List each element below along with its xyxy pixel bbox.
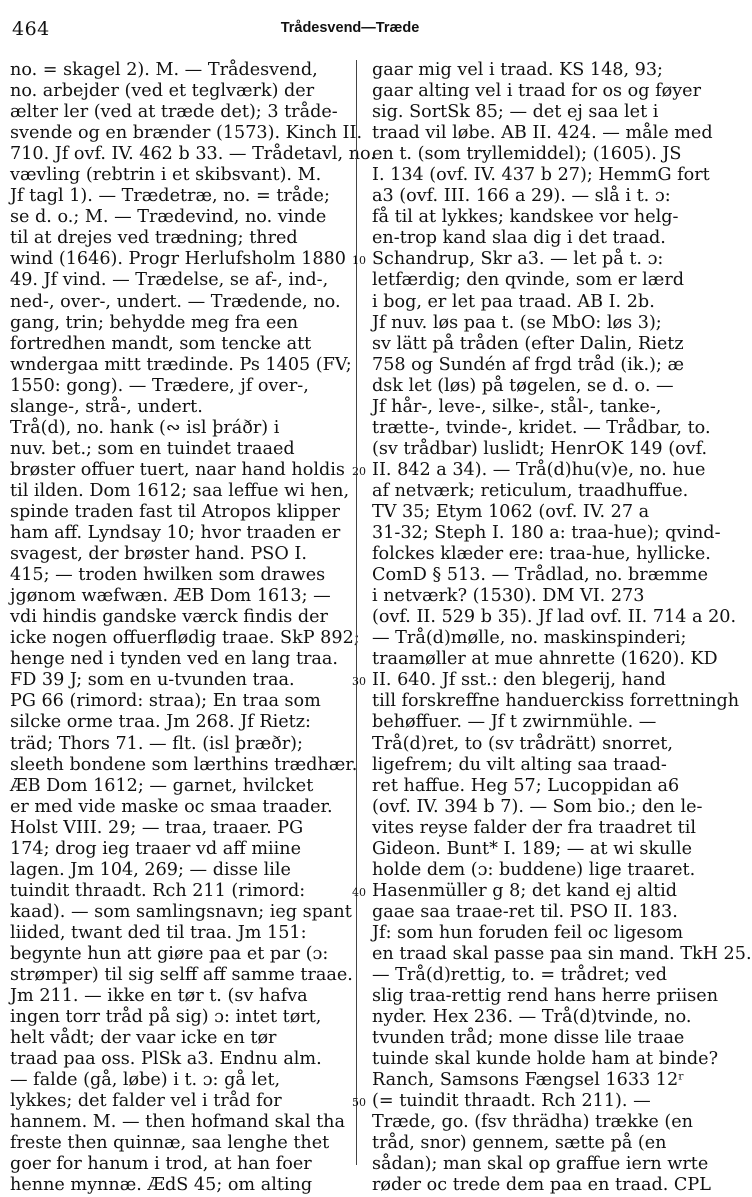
text-line: silcke orme traa. Jm 268. Jf Rietz: (10, 712, 311, 733)
text-line: (= tuindit thraadt. Rch 211). — (372, 1091, 651, 1112)
text-line: Jf tagl 1). — Trædetræ, no. = tråde; (10, 186, 330, 207)
text-line: Ranch, Samsons Fængsel 1633 12ʳ (372, 1070, 685, 1091)
text-line: er med vide maske oc smaa traader. (10, 796, 333, 817)
text-line: träd; Thors 71. — flt. (isl þræðr); (10, 733, 303, 754)
text-line: røder oc trede dem paa en traad. CPL (372, 1175, 711, 1196)
text-line: nuv. bet.; som en tuindet traaed (10, 438, 295, 459)
text-line: tuindit thraadt. Rch 211 (rimord: (10, 880, 306, 901)
text-line: Schandrup, Skr a3. — let på t. ɔ: (372, 249, 664, 270)
text-line: no. arbejder (ved et teglværk) der (10, 81, 315, 102)
text-line: Træde, go. (fsv thrädha) trække (en (372, 1112, 693, 1133)
text-line: ned-, over-, undert. — Trædende, no. (10, 291, 341, 312)
text-line: lykkes; det falder vel i tråd for (10, 1091, 282, 1112)
text-line: ham aff. Lyndsay 10; hvor traaden er (10, 523, 341, 544)
text-line: TV 35; Etym 1062 (ovf. IV. 27 a (372, 501, 650, 522)
text-line: tvunden tråd; mone disse lile traae (372, 1028, 685, 1049)
text-line: (sv trådbar) luslidt; HenrOK 149 (ovf. (372, 438, 708, 459)
right-column (372, 60, 752, 1197)
text-line: holde dem (ɔ: buddene) lige traaret. (372, 859, 696, 880)
text-line: sv lätt på tråden (efter Dalin, Rietz (372, 333, 684, 354)
text-line: spinde traden fast til Atropos klipper (10, 501, 340, 522)
text-line: gaar alting vel i traad for os og føyer (372, 81, 701, 102)
text-line: folckes klæder ere: traa-hue, hyllicke. (372, 544, 711, 565)
text-line: II. 640. Jf sst.: den blegerij, hand (372, 670, 666, 691)
text-line: — Trå(d)mølle, no. maskinspinderi; (372, 628, 687, 649)
column-divider (356, 60, 357, 1165)
text-line: Trå(d)ret, to (sv trådrätt) snorret, (372, 733, 673, 754)
text-line: traamøller at mue ahnrette (1620). KD (372, 649, 718, 670)
text-line: icke nogen offuerflødig traae. SkP 892; (10, 628, 360, 649)
text-line: behøffuer. — Jf t zwirnmühle. — (372, 712, 657, 733)
text-line: 174; drog ieg traaer vd aff miine (10, 838, 302, 859)
text-line: ælter ler (ved at træde det); 3 tråde- (10, 102, 338, 123)
running-head: Trådesvend—Træde (280, 20, 420, 36)
text-line: henge ned i tynden ved en lang traa. (10, 649, 338, 670)
text-line: 31-32; Steph I. 180 a: traa-hue); qvind- (372, 523, 721, 544)
text-line: gaae saa traae-ret til. PSO II. 183. (372, 901, 678, 922)
text-line: svagest, der brøster hand. PSO I. (10, 544, 307, 565)
text-line: 1550: gong). — Trædere, jf over-, (10, 375, 309, 396)
text-line: (ovf. IV. 394 b 7). — Som bio.; den le- (372, 796, 703, 817)
text-line: til at drejes ved trædning; thred (10, 228, 298, 249)
text-line: a3 (ovf. III. 166 a 29). — slå i t. ɔ: (372, 186, 671, 207)
text-line: Jm 211. — ikke en tør t. (sv hafva (10, 986, 308, 1007)
text-line: vdi hindis gandske værck findis der (10, 607, 328, 628)
text-line: vites reyse falder der fra traadret til (372, 817, 696, 838)
text-line: til ilden. Dom 1612; saa leffue wi hen, (10, 480, 350, 501)
text-line: no. = skagel 2). M. — Trådesvend, (10, 60, 318, 80)
text-line: freste then quinnæ, saa lenghe thet (10, 1133, 330, 1154)
text-line: trætte-, tvinde-, kridet. — Trådbar, to. (372, 417, 711, 438)
text-line: sig. SortSk 85; — det ej saa let i (372, 102, 659, 123)
text-line: henne mynnæ. ÆdS 45; om alting (10, 1175, 313, 1196)
text-line: wind (1646). Progr Herlufsholm 1880 (10, 249, 346, 270)
text-line: Jf hår-, leve-, silke-, stål-, tanke-, (372, 396, 662, 417)
text-line: liided, twant ded til traa. Jm 151: (10, 922, 307, 943)
text-line: ÆB Dom 1612; — garnet, hvilcket (10, 775, 314, 796)
line-number: 40 (352, 885, 366, 899)
text-line: helt vådt; der vaar icke en tør (10, 1028, 277, 1049)
text-line: 710. Jf ovf. IV. 462 b 33. — Trådetavl, no. (10, 144, 376, 165)
text-line: PG 66 (rimord: straa); En traa som (10, 691, 321, 712)
text-line: se d. o.; M. — Trædevind, no. vinde (10, 207, 327, 228)
text-line: lagen. Jm 104, 269; — disse lile (10, 859, 291, 880)
text-line: nyder. Hex 236. — Trå(d)tvinde, no. (372, 1007, 692, 1028)
text-line: ret haffue. Heg 57; Lucoppidan a6 (372, 775, 680, 796)
text-line: tuinde skal kunde holde ham at binde? (372, 1049, 719, 1070)
text-line: — falde (gå, løbe) i t. ɔ: gå let, (10, 1070, 281, 1091)
text-line: slange-, strå-, undert. (10, 396, 203, 417)
text-line: en-trop kand slaa dig i det traad. (372, 228, 666, 249)
page-header (12, 18, 688, 42)
text-line: traad vil løbe. AB II. 424. — måle med (372, 123, 713, 144)
text-line: dsk let (løs) på tøgelen, se d. o. — (372, 375, 674, 396)
text-line: wndergaa mitt trædinde. Ps 1405 (FV; (10, 354, 352, 375)
text-line: sleeth bondene som lærthins trædhær. (10, 754, 358, 775)
text-line: få til at lykkes; kandskee vor helg- (372, 207, 679, 228)
line-number: 50 (352, 1096, 366, 1110)
text-line: (ovf. II. 529 b 35). Jf lad ovf. II. 714 a 20. (372, 607, 737, 628)
text-line: ingen torr tråd på sig) ɔ: intet tørt, (10, 1007, 322, 1028)
text-line: i bog, er let paa traad. AB I. 2b. (372, 291, 655, 312)
page-number: 464 (12, 18, 50, 40)
text-line: gaar mig vel i traad. KS 148, 93; (372, 60, 663, 80)
text-line: Hasenmüller g 8; det kand ej altid (372, 880, 678, 901)
text-line: 758 og Sundén af frgd tråd (ik.); æ (372, 354, 685, 375)
text-line: ligefrem; du vilt alting saa traad- (372, 754, 667, 775)
text-line: — Trå(d)rettig, to. = trådret; ved (372, 965, 667, 986)
line-number: 20 (352, 464, 366, 478)
text-line: I. 134 (ovf. IV. 437 b 27); HemmG fort (372, 165, 710, 186)
text-line: 415; — troden hwilken som drawes (10, 565, 326, 586)
text-line: vævling (rebtrin i et skibsvant). M. (10, 165, 322, 186)
text-line: fortredhen mandt, som tencke att (10, 333, 312, 354)
text-line: traad paa oss. PlSk a3. Endnu alm. (10, 1049, 322, 1070)
text-line: begynte hun att giøre paa et par (ɔ: (10, 943, 329, 964)
text-line: tråd, snor) gennem, sætte på (en (372, 1133, 667, 1154)
text-line: slig traa-rettig rend hans herre priisen (372, 986, 719, 1007)
text-line: II. 842 a 34). — Trå(d)hu(v)e, no. hue (372, 459, 706, 480)
text-line: letfærdig; den qvinde, som er lærd (372, 270, 685, 291)
text-line: kaad). — som samlingsnavn; ieg spant (10, 901, 352, 922)
text-line: en traad skal passe paa sin mand. TkH 25. (372, 943, 752, 964)
text-line: ComD § 513. — Trådlad, no. bræmme (372, 565, 709, 586)
text-line: sådan); man skal op graffue iern wrte (372, 1154, 709, 1175)
text-line: strømper) til sig selff aff samme traae. (10, 965, 353, 986)
text-line: en t. (som tryllemiddel); (1605). JS (372, 144, 682, 165)
text-line: af netværk; reticulum, traadhuffue. (372, 480, 689, 501)
text-line: Jf nuv. løs paa t. (se MbO: løs 3); (372, 312, 662, 333)
line-number: 10 (352, 254, 366, 268)
text-line: gang, trin; behydde meg fra een (10, 312, 299, 333)
text-line: hannem. M. — then hofmand skal tha (10, 1112, 345, 1133)
text-line: Trå(d), no. hank (∾ isl þráðr) i (10, 417, 280, 438)
text-line: Gideon. Bunt* I. 189; — at wi skulle (372, 838, 693, 859)
text-line: goer for hanum i trod, at han foer (10, 1154, 312, 1175)
text-line: svende og en brænder (1573). Kinch II. (10, 123, 363, 144)
line-number: 30 (352, 675, 366, 689)
text-line: brøster offuer tuert, naar hand holdis (10, 459, 345, 480)
text-line: FD 39 J; som en u-tvunden traa. (10, 670, 295, 691)
text-line: Jf: som hun foruden feil oc ligesom (372, 922, 684, 943)
text-line: 49. Jf vind. — Trædelse, se af-, ind-, (10, 270, 329, 291)
text-line: jgønom wæfwæn. ÆB Dom 1613; — (10, 586, 331, 607)
text-line: till forskreffne handuerckiss forrettningh (372, 691, 740, 712)
text-line: Holst VIII. 29; — traa, traaer. PG (10, 817, 304, 838)
text-line: i netværk? (1530). DM VI. 273 (372, 586, 645, 607)
